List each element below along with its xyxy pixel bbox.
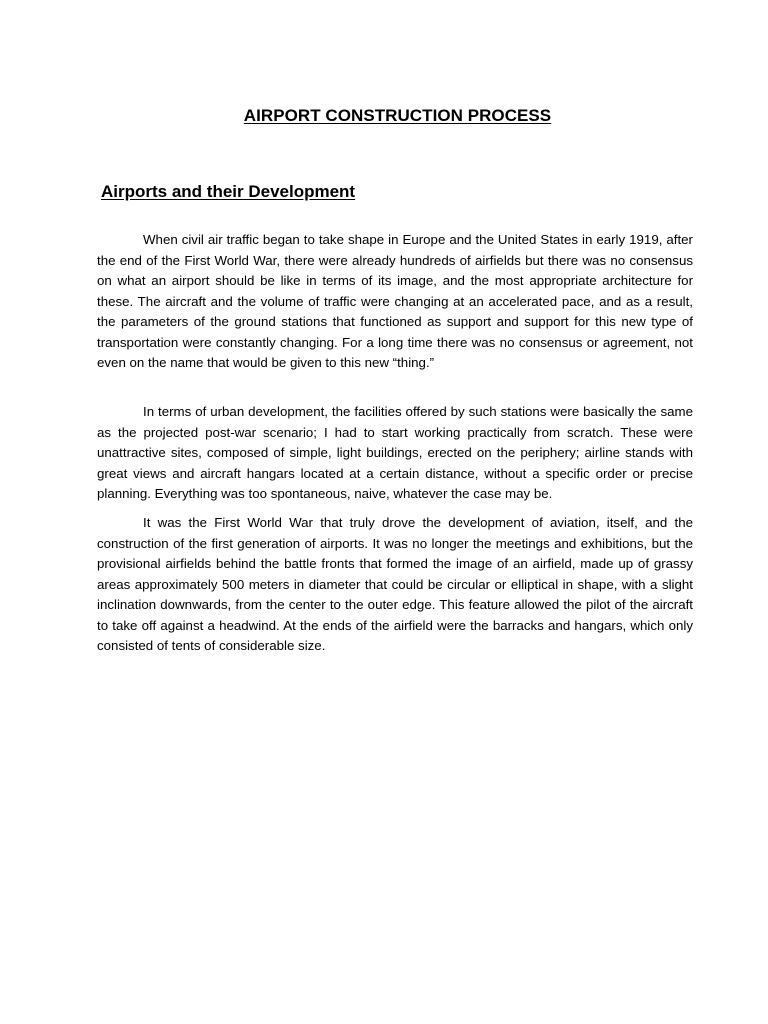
section-heading: Airports and their Development — [101, 182, 356, 201]
document-title: AIRPORT CONSTRUCTION PROCESS — [243, 106, 552, 125]
body-paragraph-1: When civil air traffic began to take shape in Europe and the United States in early 1919, after the end of the First World War, there were already hundreds of airfields but there was no consensus on what an airport should be like in terms of its image, and the most appropriate architecture for these. The aircraft and the volume of traffic were changing at an accelerated pace, and as a result, the parameters of the ground stations that functioned as support and support for this new type of transportation were constantly changing. For a long time there was no consensus or agreement, not even on the name that would be given to this new “thing.” — [97, 232, 693, 370]
body-paragraph-2: In terms of urban development, the facilities offered by such stations were basically the same as the projected post-war scenario; I had to start working practically from scratch. These were unattractive sites, composed of simple, light buildings, erected on the periphery; airline stands with great views and aircraft hangars located at a certain distance, without a specific order or precise planning. Everything was too spontaneous, naive, whatever the case may be. — [97, 404, 693, 501]
body-paragraph-3: It was the First World War that truly drove the development of aviation, itself, and the construction of the first generation of airports. It was no longer the meetings and exhibitions, but the provisional airfields behind the battle fronts that formed the image of an airfield, made up of grassy areas approximately 500 meters in diameter that could be circular or elliptical in shape, with a slight inclination downwards, from the center to the outer edge. This feature allowed the pilot of the aircraft to take off against a headwind. At the ends of the airfield were the barracks and hangars, which only consisted of tents of considerable size. — [97, 515, 693, 653]
